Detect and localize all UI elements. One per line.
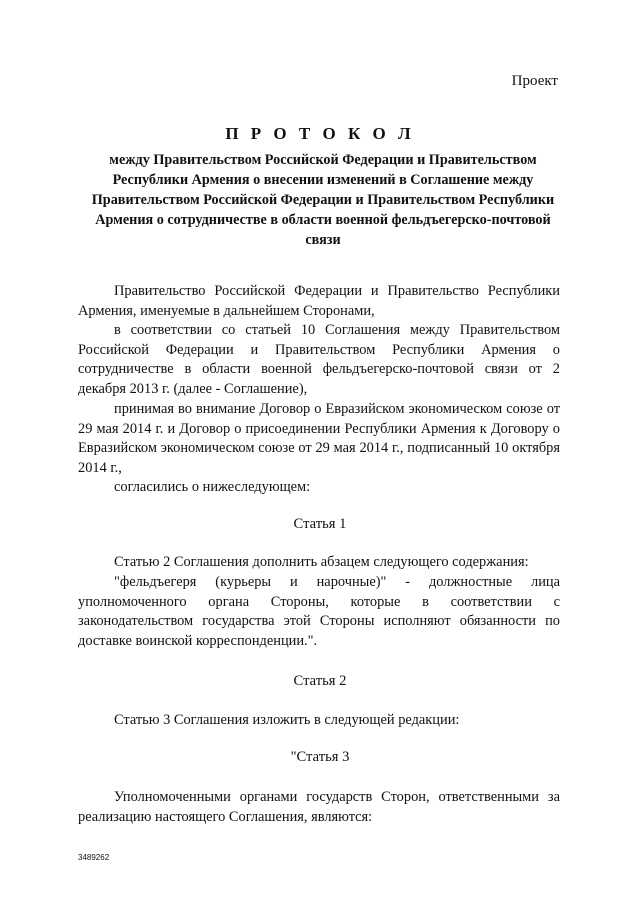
preamble-paragraph-4: согласились о нижеследующем:: [114, 479, 311, 495]
document-title: П Р О Т О К О Л: [225, 124, 415, 143]
article-1-paragraph-1: Статью 2 Соглашения дополнить абзацем следующего содержания:: [114, 554, 529, 570]
preamble-paragraph-2: в соответствии со статьей 10 Соглашения между Правительством Российской Федерации и Правительством Республики Армения о сотрудничестве в области военной фельдъегерско-почтовой связи от 2 декабря 2013 г. (далее - Соглашение),: [78, 322, 560, 397]
document-subtitle: между Правительством Российской Федерации и Правительством Республики Армения о внесении изменений в Соглашение между Правительством Российской Федерации и Правительством Республики Армения о сотрудничестве в области военной фельдъегерско-почтовой связи: [91, 152, 555, 248]
article-2-paragraph-1: Статью 3 Соглашения изложить в следующей редакции:: [114, 712, 460, 728]
preamble-paragraph-1: Правительство Российской Федерации и Правительство Республики Армения, именуемые в дальнейшем Сторонами,: [78, 283, 560, 319]
document-number: 3489262: [78, 853, 110, 862]
draft-label: Проект: [511, 73, 558, 89]
article-3-heading: "Статья 3: [290, 749, 350, 765]
preamble-paragraph-3: принимая во внимание Договор о Евразийском экономическом союзе от 29 мая 2014 г. и Договор о присоединении Республики Армения к Договору о Евразийском экономическом союзе от 29 мая 2014 г., подписанный 10 октября 2014 г.,: [78, 401, 560, 476]
article-3-paragraph-1: Уполномоченными органами государств Сторон, ответственными за реализацию настоящего Соглашения, являются:: [78, 789, 560, 825]
article-2-heading: Статья 2: [293, 673, 347, 689]
article-1-paragraph-2: "фельдъегеря (курьеры и нарочные)" - должностные лица уполномоченного органа Стороны, которые в соответствии с законодательством государства этой Стороны исполняют обязанности по доставке воинской корреспонденции.".: [78, 574, 560, 649]
article-1-heading: Статья 1: [293, 516, 347, 532]
